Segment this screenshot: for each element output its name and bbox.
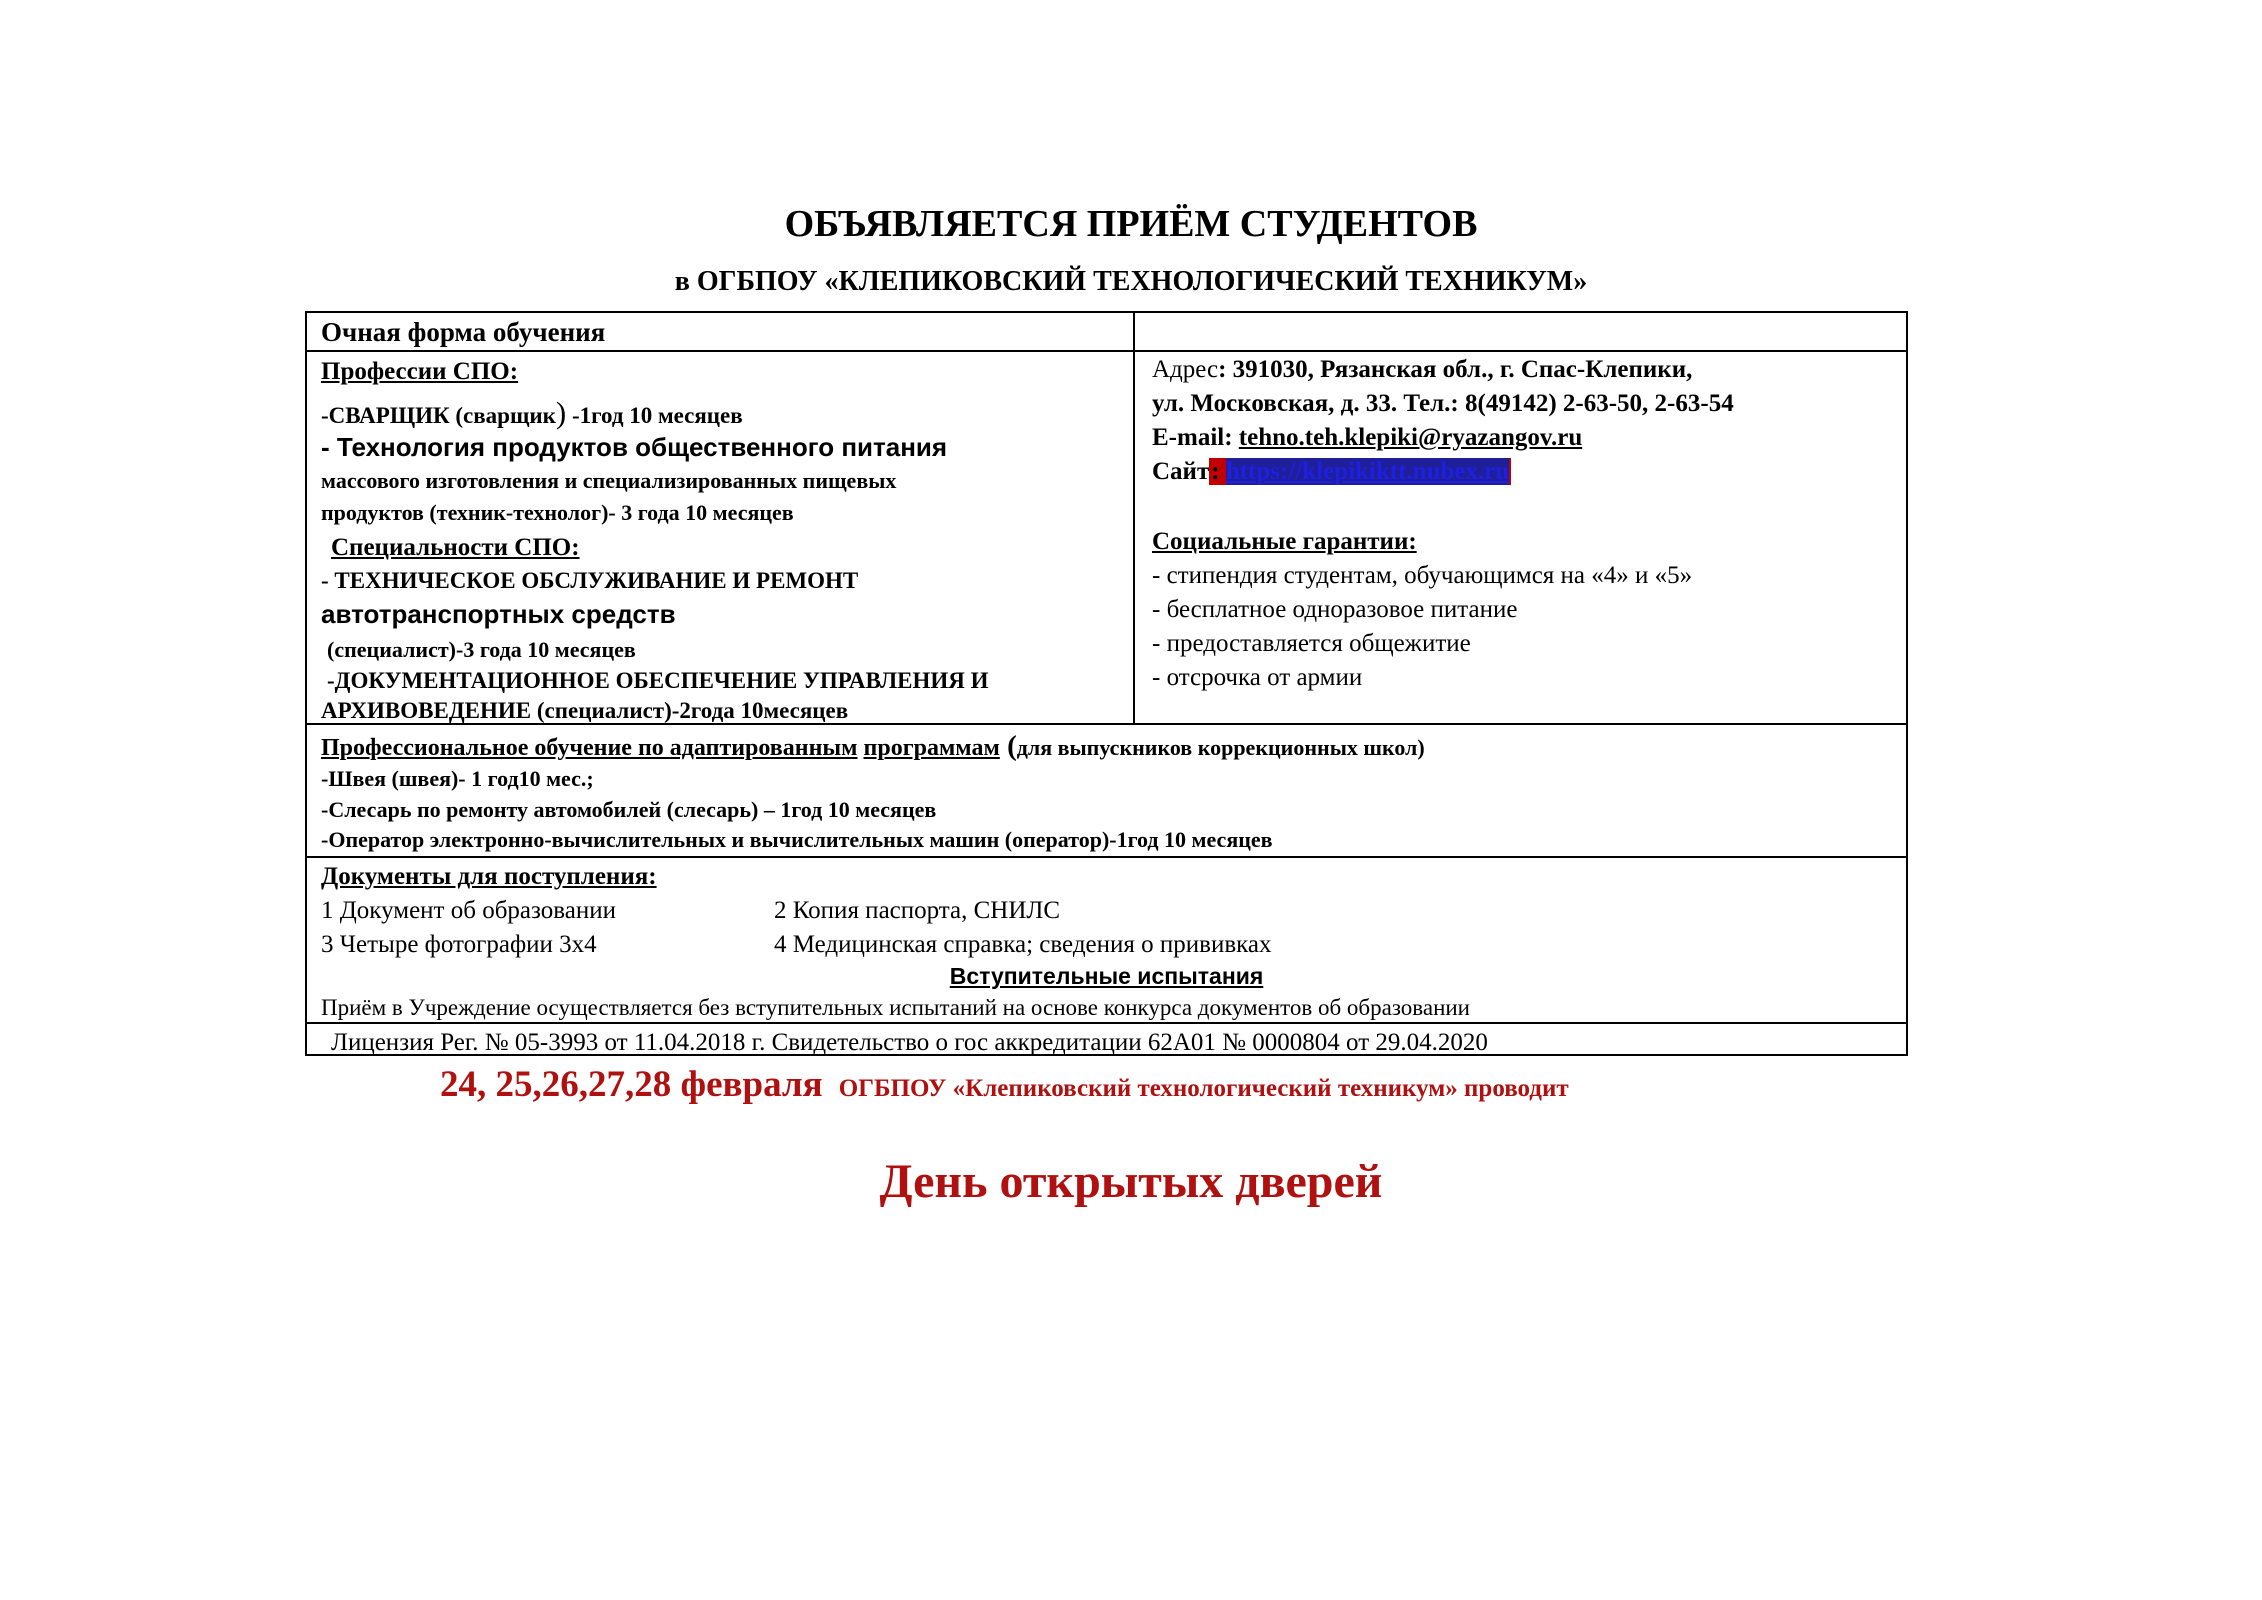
document-item: 2 Копия паспорта, СНИЛС bbox=[774, 897, 1061, 924]
site-line bbox=[1152, 459, 1511, 484]
auto-line2: автотранспортных средств bbox=[321, 599, 676, 629]
table-divider bbox=[307, 723, 1906, 725]
open-day-dates: 24, 25,26,27,28 февраля bbox=[440, 1064, 823, 1105]
auto-line1: - ТЕХНИЧЕСКОЕ ОБСЛУЖИВАНИЕ И РЕМОНТ bbox=[321, 568, 859, 593]
open-day-announcement bbox=[440, 1066, 1569, 1103]
welder-duration: -1год 10 месяцев bbox=[566, 403, 743, 428]
site-colon: : bbox=[1211, 458, 1226, 485]
document-item: 3 Четыре фотографии 3х4 bbox=[321, 931, 597, 958]
open-day-org: ОГБПОУ «Клепиковский технологический техникум» проводит bbox=[838, 1075, 1569, 1102]
open-day-title: День открытых дверей bbox=[879, 1155, 1383, 1208]
adapted-heading bbox=[321, 732, 1425, 761]
table-column-divider bbox=[1133, 313, 1135, 723]
page-title: ОБЪЯВЛЯЕТСЯ ПРИЁМ СТУДЕНТОВ bbox=[784, 203, 1478, 245]
table-divider bbox=[307, 1022, 1906, 1024]
adapted-item: -Слесарь по ремонту автомобилей (слесарь) – 1год 10 месяцев bbox=[321, 797, 937, 822]
docs-line1: -ДОКУМЕНТАЦИОННОЕ ОБЕСПЕЧЕНИЕ УПРАВЛЕНИЯ И bbox=[327, 668, 989, 693]
exams-text: Приём в Учреждение осуществляется без вступительных испытаний на основе конкурса документов об образовании bbox=[321, 995, 1470, 1020]
specialties-heading: Специальности СПО: bbox=[331, 534, 580, 561]
document-item: 1 Документ об образовании bbox=[321, 897, 616, 924]
food-tech-line2: массового изготовления и специализированных пищевых bbox=[321, 468, 897, 493]
exams-heading: Вступительные испытания bbox=[949, 963, 1264, 989]
food-tech-line1: - Технология продуктов общественного питания bbox=[321, 432, 948, 462]
study-form-label: Очная форма обучения bbox=[321, 317, 606, 347]
address-value: : 391030, Рязанская обл., г. Спас-Клепики, bbox=[1218, 356, 1693, 383]
docs-line2: АРХИВОВЕДЕНИЕ (специалист)-2года 10месяцев bbox=[321, 698, 849, 723]
email-label: E-mail: bbox=[1152, 424, 1239, 451]
welder-name: -СВАРЩИК (сварщик bbox=[321, 403, 556, 428]
guarantee-item: - бесплатное одноразовое питание bbox=[1152, 596, 1518, 623]
email-line bbox=[1152, 425, 1582, 450]
adapted-item: -Швея (швея)- 1 год10 мес.; bbox=[321, 766, 594, 791]
table-divider bbox=[307, 856, 1906, 858]
welder-line bbox=[321, 397, 743, 428]
admission-table bbox=[305, 311, 1908, 1056]
adapted-heading-note: для выпускников коррекционных школ) bbox=[1016, 735, 1425, 760]
adapted-heading-part2: программам bbox=[863, 735, 1000, 761]
email-link[interactable]: tehno.teh.klepiki@ryazangov.ru bbox=[1238, 424, 1583, 451]
professions-heading: Профессии СПО: bbox=[321, 358, 519, 385]
page-subtitle: в ОГБПОУ «КЛЕПИКОВСКИЙ ТЕХНОЛОГИЧЕСКИЙ ТЕХНИКУМ» bbox=[674, 266, 1588, 297]
license-text: Лицензия Рег. № 05-3993 от 11.04.2018 г. Свидетельство о гос аккредитации 62А01 № 0000804 от 29.04.2020 bbox=[331, 1029, 1488, 1056]
site-highlight bbox=[1209, 458, 1511, 485]
documents-heading: Документы для поступления: bbox=[321, 863, 657, 890]
guarantee-item: - отсрочка от армии bbox=[1152, 664, 1363, 691]
welder-paren: ) bbox=[555, 395, 567, 430]
document-item: 4 Медицинская справка; сведения о прививках bbox=[774, 931, 1272, 958]
site-label: Сайт bbox=[1152, 458, 1210, 485]
guarantee-item: - предоставляется общежитие bbox=[1152, 630, 1471, 657]
adapted-item: -Оператор электронно-вычислительных и вычислительных машин (оператор)-1год 10 месяцев bbox=[321, 827, 1273, 852]
site-link[interactable]: https://klepikiktt.nubex.ru bbox=[1225, 458, 1510, 485]
address-line2: ул. Московская, д. 33. Тел.: 8(49142) 2-63-50, 2-63-54 bbox=[1152, 390, 1734, 417]
adapted-heading-part1: Профессиональное обучение по адаптированным bbox=[321, 735, 858, 761]
food-tech-line3: продуктов (техник-технолог)- 3 года 10 месяцев bbox=[321, 500, 794, 525]
auto-line3: (специалист)-3 года 10 месяцев bbox=[327, 637, 636, 662]
guarantee-item: - стипендия студентам, обучающимся на «4» и «5» bbox=[1152, 562, 1693, 589]
guarantees-heading: Социальные гарантии: bbox=[1152, 528, 1417, 555]
adapted-heading-paren: ( bbox=[999, 730, 1017, 762]
address-line1 bbox=[1152, 357, 1692, 382]
table-divider bbox=[307, 350, 1906, 352]
address-label: Адрес bbox=[1152, 356, 1219, 383]
